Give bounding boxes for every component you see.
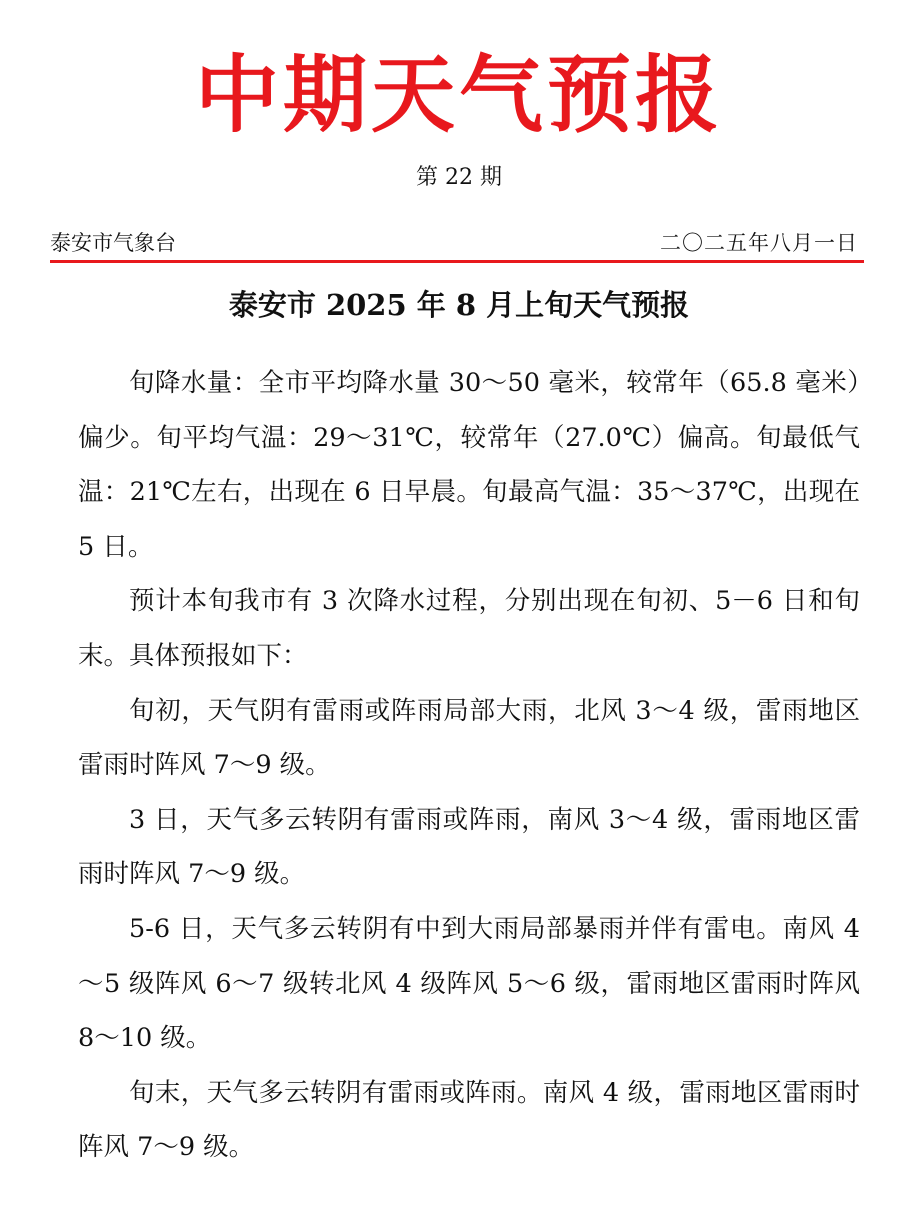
paragraph-summary: 旬降水量：全市平均降水量 30～50 毫米，较常年（65.8 毫米）偏少。旬平均气温：29～31℃，较常年（27.0℃）偏高。旬最低气温：21℃左右，出现在 6 日早晨。旬最高气温：35～37℃，出现在 5 日。: [78, 368, 860, 562]
paragraph-early: 旬初，天气阴有雷雨或阵雨局部大雨，北风 3～4 级，雷雨地区雷雨时阵风 7～9 级。: [78, 695, 860, 781]
document-title: 泰安市 2025 年 8 月上旬天气预报: [228, 288, 690, 322]
masthead-title: 中期天气预报: [194, 45, 723, 144]
red-divider: [50, 260, 864, 263]
paragraph-day-5-6: 5-6 日，天气多云转阴有中到大雨局部暴雨并伴有雷电。南风 4～5 级阵风 6～7 级转北风 4 级阵风 5～6 级，雷雨地区雷雨时阵风 8～10 级。: [78, 913, 860, 1054]
paragraph-late: 旬末，天气多云转阴有雷雨或阵雨。南风 4 级，雷雨地区雷雨时阵风 7～9 级。: [78, 1077, 860, 1163]
paragraph-overview: 预计本旬我市有 3 次降水过程，分别出现在旬初、5－6 日和旬末。具体预报如下：: [78, 586, 860, 671]
document-body: [78, 356, 860, 1175]
paragraph-day-3: 3 日，天气多云转阴有雷雨或阵雨，南风 3～4 级，雷雨地区雷雨时阵风 7～9 级。: [78, 804, 860, 890]
agency-name: 泰安市气象台: [50, 231, 176, 255]
meta-row: [50, 226, 862, 260]
issue-number: 第 22 期: [416, 165, 502, 190]
issue-date: 二〇二五年八月一日: [660, 231, 858, 255]
